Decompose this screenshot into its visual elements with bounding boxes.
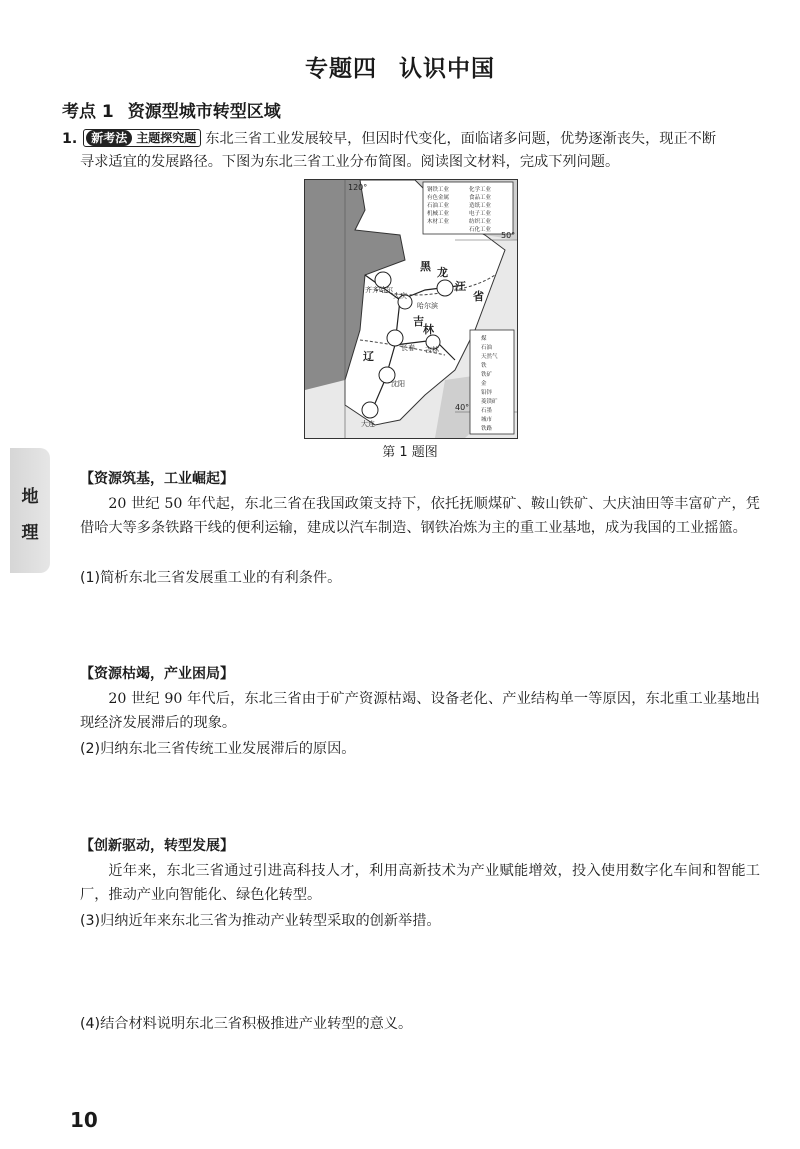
map-city-qiqihar: 齐齐哈尔 <box>365 286 393 294</box>
question-1-2: (2)归纳东北三省传统工业发展滞后的原因。 <box>80 741 356 757</box>
question-1-4: (4)结合材料说明东北三省积极推进产业转型的意义。 <box>80 1016 413 1032</box>
map-province-jiang: 江 <box>455 280 466 293</box>
section-label: 考点 1 <box>62 102 114 122</box>
map-city-changchun: 长春 <box>401 344 415 352</box>
legend-industry-item: 有色金属 <box>427 195 450 201</box>
legend-industry-item: 机械工业 <box>427 211 450 217</box>
map-lat-40-label: 40° <box>455 403 470 412</box>
figure-caption: 第 1 题图 <box>382 445 438 460</box>
map-province-hei: 黑 <box>420 260 431 273</box>
subject-side-tab <box>10 448 50 573</box>
legend-industry-item: 石油工业 <box>427 203 450 209</box>
legend-industry-item: 钢铁工业 <box>427 187 450 193</box>
question-1-1: (1)简析东北三省发展重工业的有利条件。 <box>80 570 342 586</box>
map-province-lin: 林 <box>423 323 434 336</box>
legend-industry-item: 木材工业 <box>427 219 450 225</box>
map-province-ji: 吉 <box>413 315 424 328</box>
page-title-part2: 认识中国 <box>399 56 495 82</box>
section-heading <box>62 97 281 122</box>
block3-heading: 【创新驱动，转型发展】 <box>80 838 234 854</box>
map-city-daqing: 大庆 <box>393 292 407 300</box>
legend-industry-item: 纺织工业 <box>469 219 492 225</box>
legend-industry-item: 石化工业 <box>469 227 492 233</box>
block1-heading: 【资源筑基，工业崛起】 <box>80 471 234 487</box>
legend-resource-item: 石油 <box>481 345 493 351</box>
legend-resource-item: 煤 <box>481 336 487 342</box>
new-method-pill: 新考法 <box>86 130 132 146</box>
page-title-part1: 专题四 <box>305 56 377 82</box>
legend-resource-item: 石墨 <box>481 408 493 414</box>
map-resource-legend <box>481 334 498 432</box>
question-1-intro <box>62 128 772 174</box>
side-tab-char-1: 地 <box>21 487 39 507</box>
topic-badge-label: 主题探究题 <box>136 131 197 145</box>
page-number: 10 <box>70 1108 98 1132</box>
map-province-sheng: 省 <box>473 290 484 303</box>
legend-resource-item: 城市 <box>481 417 493 423</box>
legend-resource-item: 菱镁矿 <box>481 399 498 405</box>
legend-resource-item: 铁 <box>481 363 487 369</box>
section-title: 资源型城市转型区域 <box>127 102 281 122</box>
intro-line-2: 寻求适宜的发展路径。下图为东北三省工业分布简图。阅读图文材料，完成下列问题。 <box>80 154 620 170</box>
map-industry-legend <box>427 185 492 233</box>
block2-text: 20 世纪 90 年代后，东北三省由于矿产资源枯竭、设备老化、产业结构单一等原因，东北重工业基地出现经济发展滞后的现象。 <box>80 691 760 731</box>
block2-heading: 【资源枯竭，产业困局】 <box>80 666 234 682</box>
legend-industry-item: 化学工业 <box>469 187 492 193</box>
map-city-harbin: 哈尔滨 <box>417 302 438 310</box>
legend-resource-item: 天然气 <box>481 354 498 360</box>
legend-resource-item: 铁路 <box>481 426 493 432</box>
page-title <box>0 50 800 83</box>
legend-industry-item: 造纸工业 <box>469 203 492 209</box>
map-city-shenyang: 沈阳 <box>391 380 405 388</box>
legend-industry-item: 电子工业 <box>469 211 492 217</box>
legend-resource-item: 金 <box>481 381 487 387</box>
map-city-jilin: 吉林 <box>425 346 439 354</box>
legend-resource-item: 铁矿 <box>481 372 493 378</box>
map-labels-svg <box>305 180 517 438</box>
block1-text: 20 世纪 50 年代起，东北三省在我国政策支持下，依托抚顺煤矿、鞍山铁矿、大庆油田等丰富矿产，凭借哈大等多条铁路干线的便利运输，建成以汽车制造、钢铁冶炼为主的重工业基地，成为我国的工业摇篮。 <box>80 496 760 536</box>
map-lat-50-label: 50° <box>501 231 516 240</box>
intro-line-1: 东北三省工业发展较早，但因时代变化，面临诸多问题，优势逐渐丧失，现正不断 <box>205 131 717 147</box>
block3-text: 近年来，东北三省通过引进高科技人才，利用高新技术为产业赋能增效，投入使用数字化车间和智能工厂，推动产业向智能化、绿色化转型。 <box>80 863 760 903</box>
legend-industry-item: 食品工业 <box>469 195 492 201</box>
northeast-industry-map <box>304 179 518 439</box>
map-lon-120-label: 120° <box>348 183 368 192</box>
map-city-dalian: 大连 <box>361 420 375 428</box>
question-type-badge <box>83 129 201 147</box>
map-province-liao: 辽 <box>363 350 374 363</box>
legend-resource-item: 铅锌 <box>481 390 493 396</box>
question-1-3: (3)归纳近年来东北三省为推动产业转型采取的创新举措。 <box>80 913 441 929</box>
side-tab-char-2: 理 <box>21 523 39 543</box>
map-province-long: 龙 <box>437 266 448 279</box>
question-number: 1. <box>62 131 78 147</box>
